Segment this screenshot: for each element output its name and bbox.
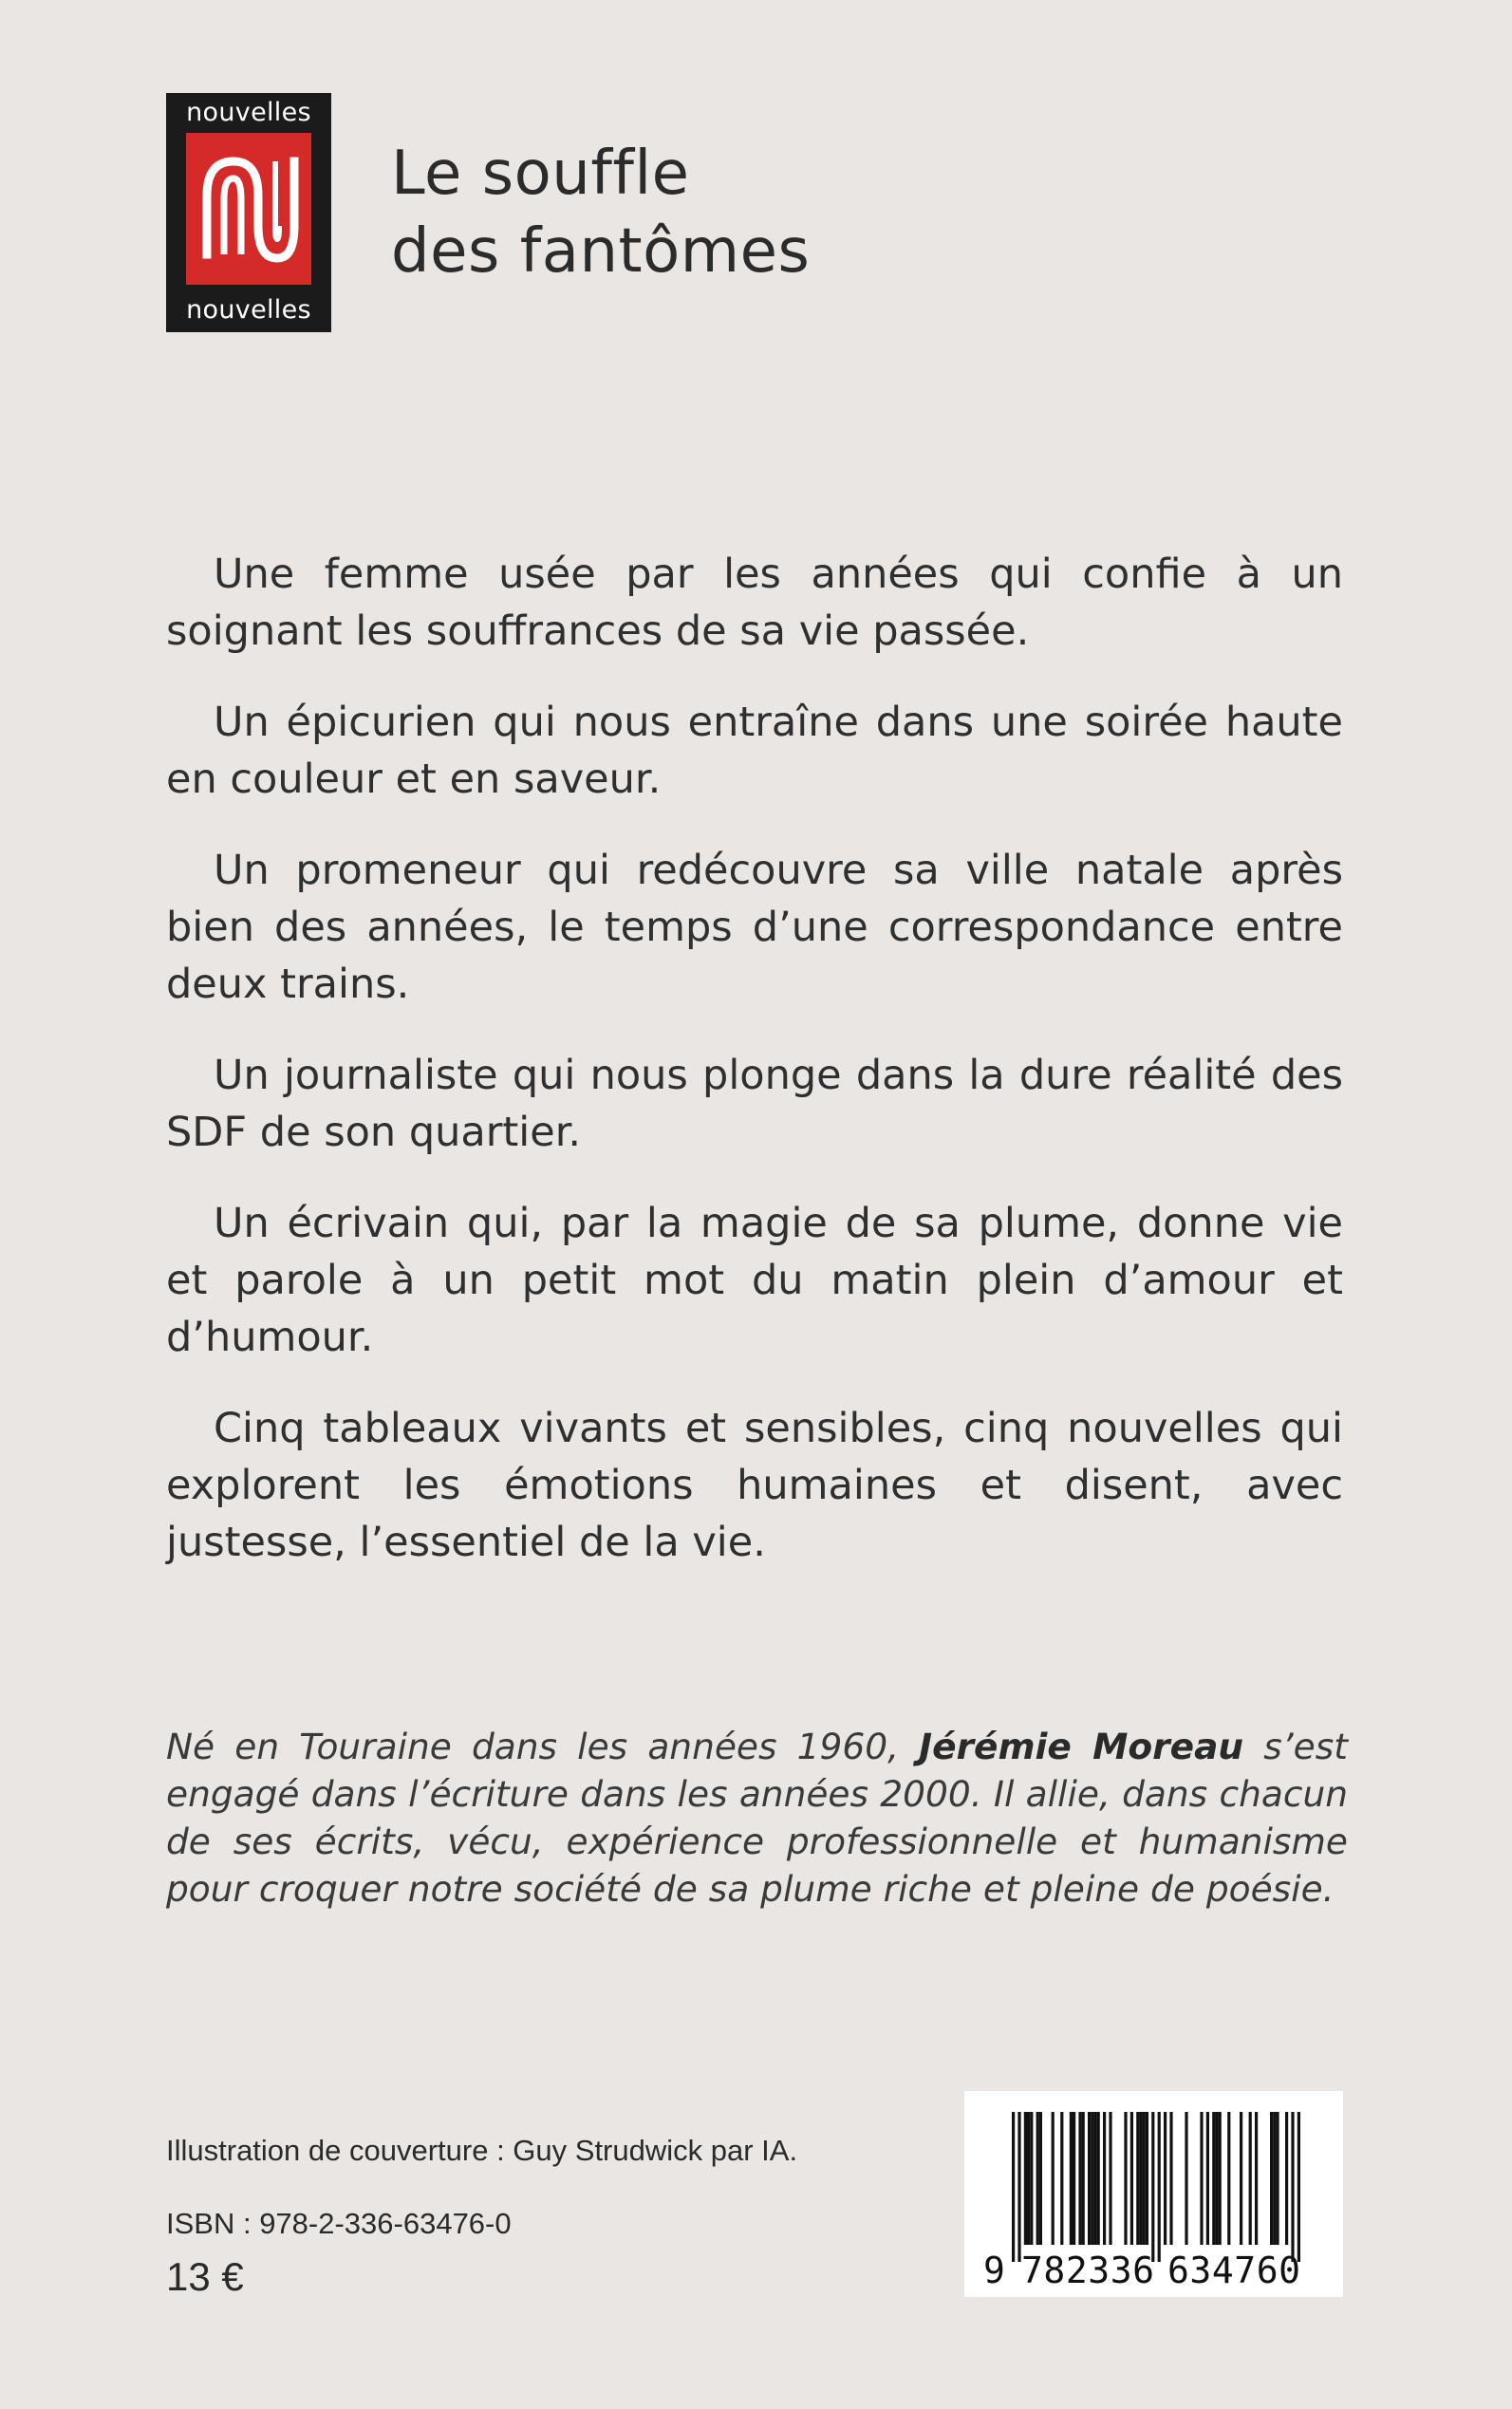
barcode-bar [1143,2112,1146,2245]
barcode-bar [1297,2112,1300,2262]
barcode-bar [1060,2112,1063,2245]
barcode-bars [1012,2112,1300,2262]
barcode-bar [1151,2112,1154,2262]
barcode-bar [1285,2112,1288,2245]
barcode-bar [1146,2112,1148,2245]
barcode-bar [1039,2112,1042,2245]
author-bio [166,1723,1348,1913]
barcode-bar [1093,2112,1096,2245]
book-title-line-2: des fantômes [391,216,811,287]
blurb-paragraph: Un épicurien qui nous entraîne dans une soirée haute en couleur et en saveur. [166,699,1343,803]
barcode-bar [1206,2112,1209,2245]
barcode-bar [1017,2112,1020,2262]
barcode-bar [1088,2112,1091,2245]
barcode-bar [1024,2112,1027,2245]
barcode-bar [1027,2112,1030,2245]
barcode-graphic [964,2091,1343,2297]
blurb-paragraph: Une femme usée par les années qui confie à un soignant les souffrances de sa vie passée. [166,551,1343,655]
barcode-bar [1130,2112,1133,2245]
barcode-bar [1082,2112,1085,2245]
bio-text-before: Né en Touraine dans les années 1960, [166,1726,920,1767]
barcode-bar [1249,2112,1252,2245]
barcode-bar [1291,2112,1294,2262]
barcode-bar [1139,2112,1142,2245]
barcode-bar [1052,2112,1055,2245]
publisher-logo [166,93,331,332]
barcode-bar [1097,2112,1100,2245]
book-title [391,135,810,290]
barcode-bar [1136,2112,1139,2245]
barcode-bar [1070,2112,1073,2245]
barcode-bar [1240,2112,1242,2245]
barcode-bar [1227,2112,1230,2245]
barcode-bar [1091,2112,1093,2245]
book-title-line-1: Le souffle [391,139,690,209]
barcode-bar [1124,2112,1127,2245]
illustration-credit: Illustration de couverture : Guy Strudwick par IA. [166,2134,798,2167]
barcode-bar [1212,2112,1215,2245]
barcode-bar [1169,2112,1172,2245]
barcode-lead-digit: 9 [983,2250,1005,2291]
barcode-bar [1219,2112,1222,2245]
barcode-bar [1215,2112,1218,2245]
barcode-bar [1030,2112,1033,2245]
barcode-bar [1109,2112,1111,2245]
blurb-paragraph: Un écrivain qui, par la magie de sa plume, donne vie et parole à un petit mot du matin plein d’amour et d’humour. [166,1200,1343,1361]
blurb-paragraph: Un journaliste qui nous plonge dans la dure réalité des SDF de son quartier. [166,1052,1343,1156]
barcode-bar [1078,2112,1081,2245]
barcode-bar [1270,2112,1273,2245]
back-cover-blurb [166,546,1343,1605]
barcode-left-digits: 782336 [1021,2250,1154,2291]
barcode-bar [1200,2112,1203,2245]
barcode-right-digits: 634760 [1167,2250,1300,2291]
isbn-label: ISBN : 978-2-336-63476-0 [166,2207,512,2240]
nu-monogram-icon [186,133,311,285]
barcode-bar [1273,2112,1276,2245]
logo-top-text: nouvelles [186,98,311,127]
logo-mark [186,133,311,285]
logo-bottom-text: nouvelles [186,295,311,325]
barcode-bar [1103,2112,1106,2245]
barcode-bar [1255,2112,1258,2245]
blurb-paragraph: Cinq tableaux vivants et sensibles, cinq nouvelles qui explorent les émotions humaines et disent, avec justesse, l’essentiel de la vie. [166,1405,1343,1566]
barcode-bar [1073,2112,1075,2245]
barcode-bar [1185,2112,1187,2245]
author-name: Jérémie Moreau [919,1726,1244,1767]
barcode-bar [1276,2112,1279,2245]
barcode-bar [1158,2112,1161,2262]
barcode-bar [1164,2112,1167,2245]
bio-text-after: s’est engagé dans l’écriture dans les années 2000. Il allie, dans chacun de ses écrits, vécu, expérience professionnelle et humanisme pour croquer notre société de sa plume riche et pleine de poésie. [166,1726,1348,1910]
isbn-barcode [964,2091,1343,2297]
barcode-bar [1036,2112,1039,2245]
barcode-bar [1012,2112,1015,2262]
price-label: 13 € [166,2254,244,2299]
blurb-paragraph: Un promeneur qui redécouvre sa ville natale après bien des années, le temps d’une correspondance entre deux trains. [166,847,1343,1008]
